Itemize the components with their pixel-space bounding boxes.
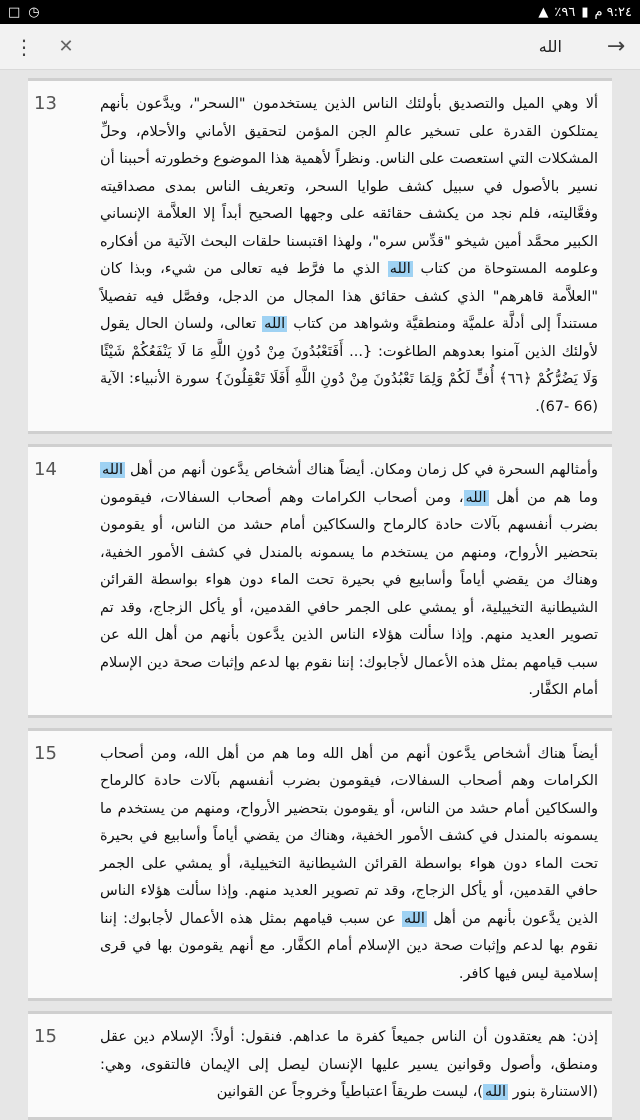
status-left <box>8 5 40 20</box>
snippet-text: )، ليست طريقاً اعتباطياً وخروجاً عن القوانين <box>216 1084 483 1100</box>
result-page-number: 15 <box>34 742 57 764</box>
snippet-text: إذن: هم يعتقدون أن الناس جميعاً كفرة ما عداهم. فنقول: أولاً: الإسلام دين عقل ومنطق، وأصول وقوانين يسير عليها الإنسان ليصل إلى الإيمان فالتقوى، وهي: (الاستنارة بنور <box>100 1029 598 1100</box>
status-time: ٩:٢٤ م <box>594 4 632 20</box>
result-snippet <box>100 1024 598 1107</box>
battery-icon: ▮ <box>581 4 589 20</box>
search-highlight: الله <box>389 261 411 277</box>
search-highlight: الله <box>102 462 124 478</box>
search-input[interactable] <box>48 29 592 65</box>
close-icon[interactable]: ✕ <box>58 36 74 57</box>
search-result[interactable] <box>28 728 612 1002</box>
search-results-list <box>0 72 640 1100</box>
signal-icon: ▲ <box>538 4 549 20</box>
result-page-number: 13 <box>34 93 57 114</box>
snippet-text: وما هم من أهل <box>488 489 598 506</box>
search-box <box>48 29 592 65</box>
result-page-number: 15 <box>34 1026 57 1047</box>
snippet-text: تعالى، ولسان الحال يقول لأولئك الذين آمنوا بعدوهم الطاغوت: {... أَفَتَعْبُدُونَ مِنْ دُونِ اللَّهِ مَا لَا يَنْفَعُكُمْ شَيْئًا وَلَا يَضُرُّكُمْ ﴿٦٦﴾ أُفٍّ لَكُمْ وَلِمَا تَعْبُدُونَ مِنْ دُونِ اللَّهِ أَفَلَا تَعْقِلُونَ} سورة الأنبياء: الآية (66 -67). <box>100 316 598 415</box>
search-result[interactable] <box>28 78 612 434</box>
search-highlight: الله <box>484 1084 506 1100</box>
snippet-text: ، ومن أصحاب الكرامات وهم أصحاب السفالات، فيقومون بضرب أنفسهم بآلات حادة كالرماح والسكاكين أمام حشد من الناس، أو يقومون بتحضير الأرواح، ومنهم من يستخدم ما يسمونه بالمندل في كشف الأمور الخفية، وهناك من يقضي أياماً وأسابيع في بحيرة تحت الماء دون هواء بواسطة القرائن الشيطانية التخييلية، أو يمشي على الجمر حافي القدمين، أو يأكل الزجاج، وقد تم تصوير العديد منهم. وإذا سألت هؤلاء الناس الذين يدَّعون بأنهم من أهل الله عن سبب قيامهم بمثل هذه الأعمال لأجابوك: إننا نقوم بها لدعم وإثبات صحة دين الإسلام أمام الكفَّار. <box>100 489 598 698</box>
snippet-text: وأمثالهم السحرة في كل زمان ومكان. أيضاً هناك أشخاص يدَّعون أنهم من أهل <box>125 462 598 478</box>
status-bar <box>0 0 640 24</box>
search-highlight: الله <box>403 910 425 927</box>
snippet-text: ألا وهي الميل والتصديق بأولئك الناس الذين يستخدمون "السحر"، ويدَّعون بأنهم يمتلكون القدرة على تسخير عالمِ الجن المؤمن لتحقيق الأماني والأحلام، وحلِّ المشكلات التي استعصت على الناس. ونظراً لأهمية هذا الموضوع وخطورته أحببنا أن نسير بالأصول في سبيل كشف طوايا السحر، وتعريف الناس بمدى مصداقيته وفعَّاليته، فلم نجد من يكشف حقائقه على وجهها الصحيح أبداً إلا العلاَّمة الإنساني الكبير محمَّد أمين شيخو "قدِّس سره"، ولهذا اقتبسنا حلقات البحث الآتية من أفكاره وعلومه المستوحاة من كتاب <box>100 96 599 277</box>
search-highlight: الله <box>465 489 487 506</box>
notification-icon: □ <box>8 4 21 20</box>
arrow-forward-icon[interactable]: → <box>606 34 626 59</box>
search-highlight: الله <box>264 316 286 332</box>
snippet-text: أيضاً هناك أشخاص يدَّعون أنهم من أهل الله وما هم من أهل الله، ومن أصحاب الكرامات وهم أصحاب السفالات، فيقومون بضرب أنفسهم بآلات حادة كالرماح والسكاكين أمام حشد من الناس، أو يقومون بتحضير الأرواح، ومنهم من يستخدم ما يسمونه بالمندل في كشف الأمور الخفية، وهناك من يقضي أياماً وأسابيع في بحيرة تحت الماء دون هواء بواسطة القرائن الشيطانية التخييلية، أو يمشي على الجمر حافي القدمين، أو يأكل الزجاج، وقد تم تصوير العديد منهم. وإذا سألت هؤلاء الناس الذين يدَّعون بأنهم من أهل <box>100 745 598 927</box>
result-snippet <box>100 741 598 989</box>
battery-level: ٩٦٪ <box>554 4 576 20</box>
alarm-icon: ◷ <box>28 4 40 20</box>
search-result[interactable] <box>28 444 612 718</box>
snippet-text: الذي ما فرَّط فيه تعالى من شيء، وبذا كان "العلاَّمة قاهرهم" الذي كشف حقائق هذا المجال من الدجل، وفصَّل فيه تفصيلاً مستنداً إلى أدلَّة علميَّة ومنطقيَّة وشواهد من كتاب <box>100 261 598 332</box>
result-snippet <box>100 91 598 421</box>
more-vert-icon[interactable]: ⋮ <box>14 34 34 59</box>
result-snippet <box>100 457 598 705</box>
snippet-text: عن سبب قيامهم بمثل هذه الأعمال لأجابوك: إننا نقوم بها لدعم وإثبات صحة دين الإسلام أمام الكفَّار. مع أنهم يقومون بها في قرى إسلامية ليس فيها كافر. <box>100 910 598 982</box>
search-toolbar <box>0 24 640 70</box>
result-page-number: 14 <box>34 459 57 480</box>
search-result[interactable] <box>28 1011 612 1120</box>
status-right <box>538 5 632 20</box>
